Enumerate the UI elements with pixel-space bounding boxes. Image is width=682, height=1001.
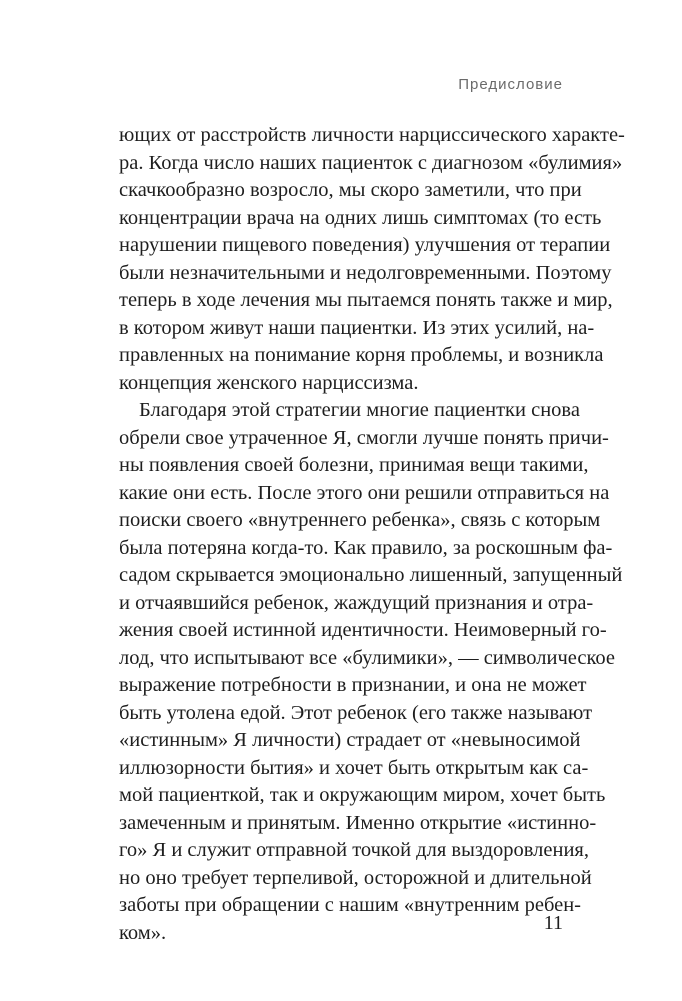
text-line: лод, что испытывают все «булимики», — символическое: [119, 646, 616, 669]
text-line: правленных на понимание корня проблемы, и возникла: [119, 344, 604, 366]
text-line: концепция женского нарциссизма.: [119, 371, 419, 394]
text-line: иллюзорности бытия» и хочет быть открытым как са-: [119, 756, 589, 779]
text-line: и отчаявшийся ребенок, жаждущий признания и отра-: [119, 591, 594, 614]
text-line: «истинным» Я личности) страдает от «невыносимой: [119, 729, 581, 751]
text-line: была потеряна когда-то. Как правило, за роскошным фа-: [119, 536, 613, 559]
paragraph: [119, 397, 623, 947]
text-line: какие они есть. После этого они решили отправиться на: [119, 481, 610, 504]
text-line: нарушении пищевого поведения) улучшения от терапии: [119, 234, 611, 256]
text-line: поиски своего «внутреннего ребенка», связь с которым: [119, 509, 601, 531]
text-line: скачкообразно возросло, мы скоро заметили, что при: [119, 179, 582, 201]
body-text: [119, 122, 625, 947]
text-line: были незначительными и недолговременными. Поэтому: [119, 261, 612, 284]
text-line: ющих от расстройств личности нарциссического характе-: [119, 124, 625, 146]
text-line: Благодаря этой стратегии многие пациентки снова: [139, 399, 580, 421]
text-line: выражение потребности в признании, и она не может: [119, 674, 587, 696]
text-line: садом скрывается эмоционально лишенный, запущенный: [119, 564, 623, 586]
text-line: заботы при обращении с нашим «внутренним ребен-: [119, 894, 582, 916]
text-line: жения своей истинной идентичности. Неимоверный го-: [119, 619, 607, 641]
page-number: 11: [543, 912, 563, 934]
text-line: ны появления своей болезни, принимая вещи такими,: [119, 454, 589, 476]
paragraph: [119, 122, 625, 397]
text-line: но оно требует терпеливой, осторожной и длительной: [119, 866, 592, 889]
text-line: быть утолена едой. Этот ребенок (его также называют: [119, 701, 593, 724]
text-line: в котором живут наши пациентки. Из этих усилий, на-: [119, 316, 595, 339]
text-line: ком».: [119, 921, 167, 944]
running-head-title: Предисловие: [458, 76, 563, 93]
text-line: обрели свое утраченное Я, смогли лучше понять причи-: [119, 426, 609, 449]
text-line: замеченным и принятым. Именно открытие «истинно-: [119, 811, 597, 834]
text-line: теперь в ходе лечения мы пытаемся понять также и мир,: [119, 289, 613, 311]
text-line: концентрации врача на одних лишь симптомах (то есть: [119, 206, 602, 229]
text-line: мой пациенткой, так и окружающим миром, хочет быть: [119, 784, 606, 806]
text-line: го» Я и служит отправной точкой для выздоровления,: [119, 839, 589, 861]
text-line: ра. Когда число наших пациенток с диагнозом «булимия»: [119, 151, 623, 174]
